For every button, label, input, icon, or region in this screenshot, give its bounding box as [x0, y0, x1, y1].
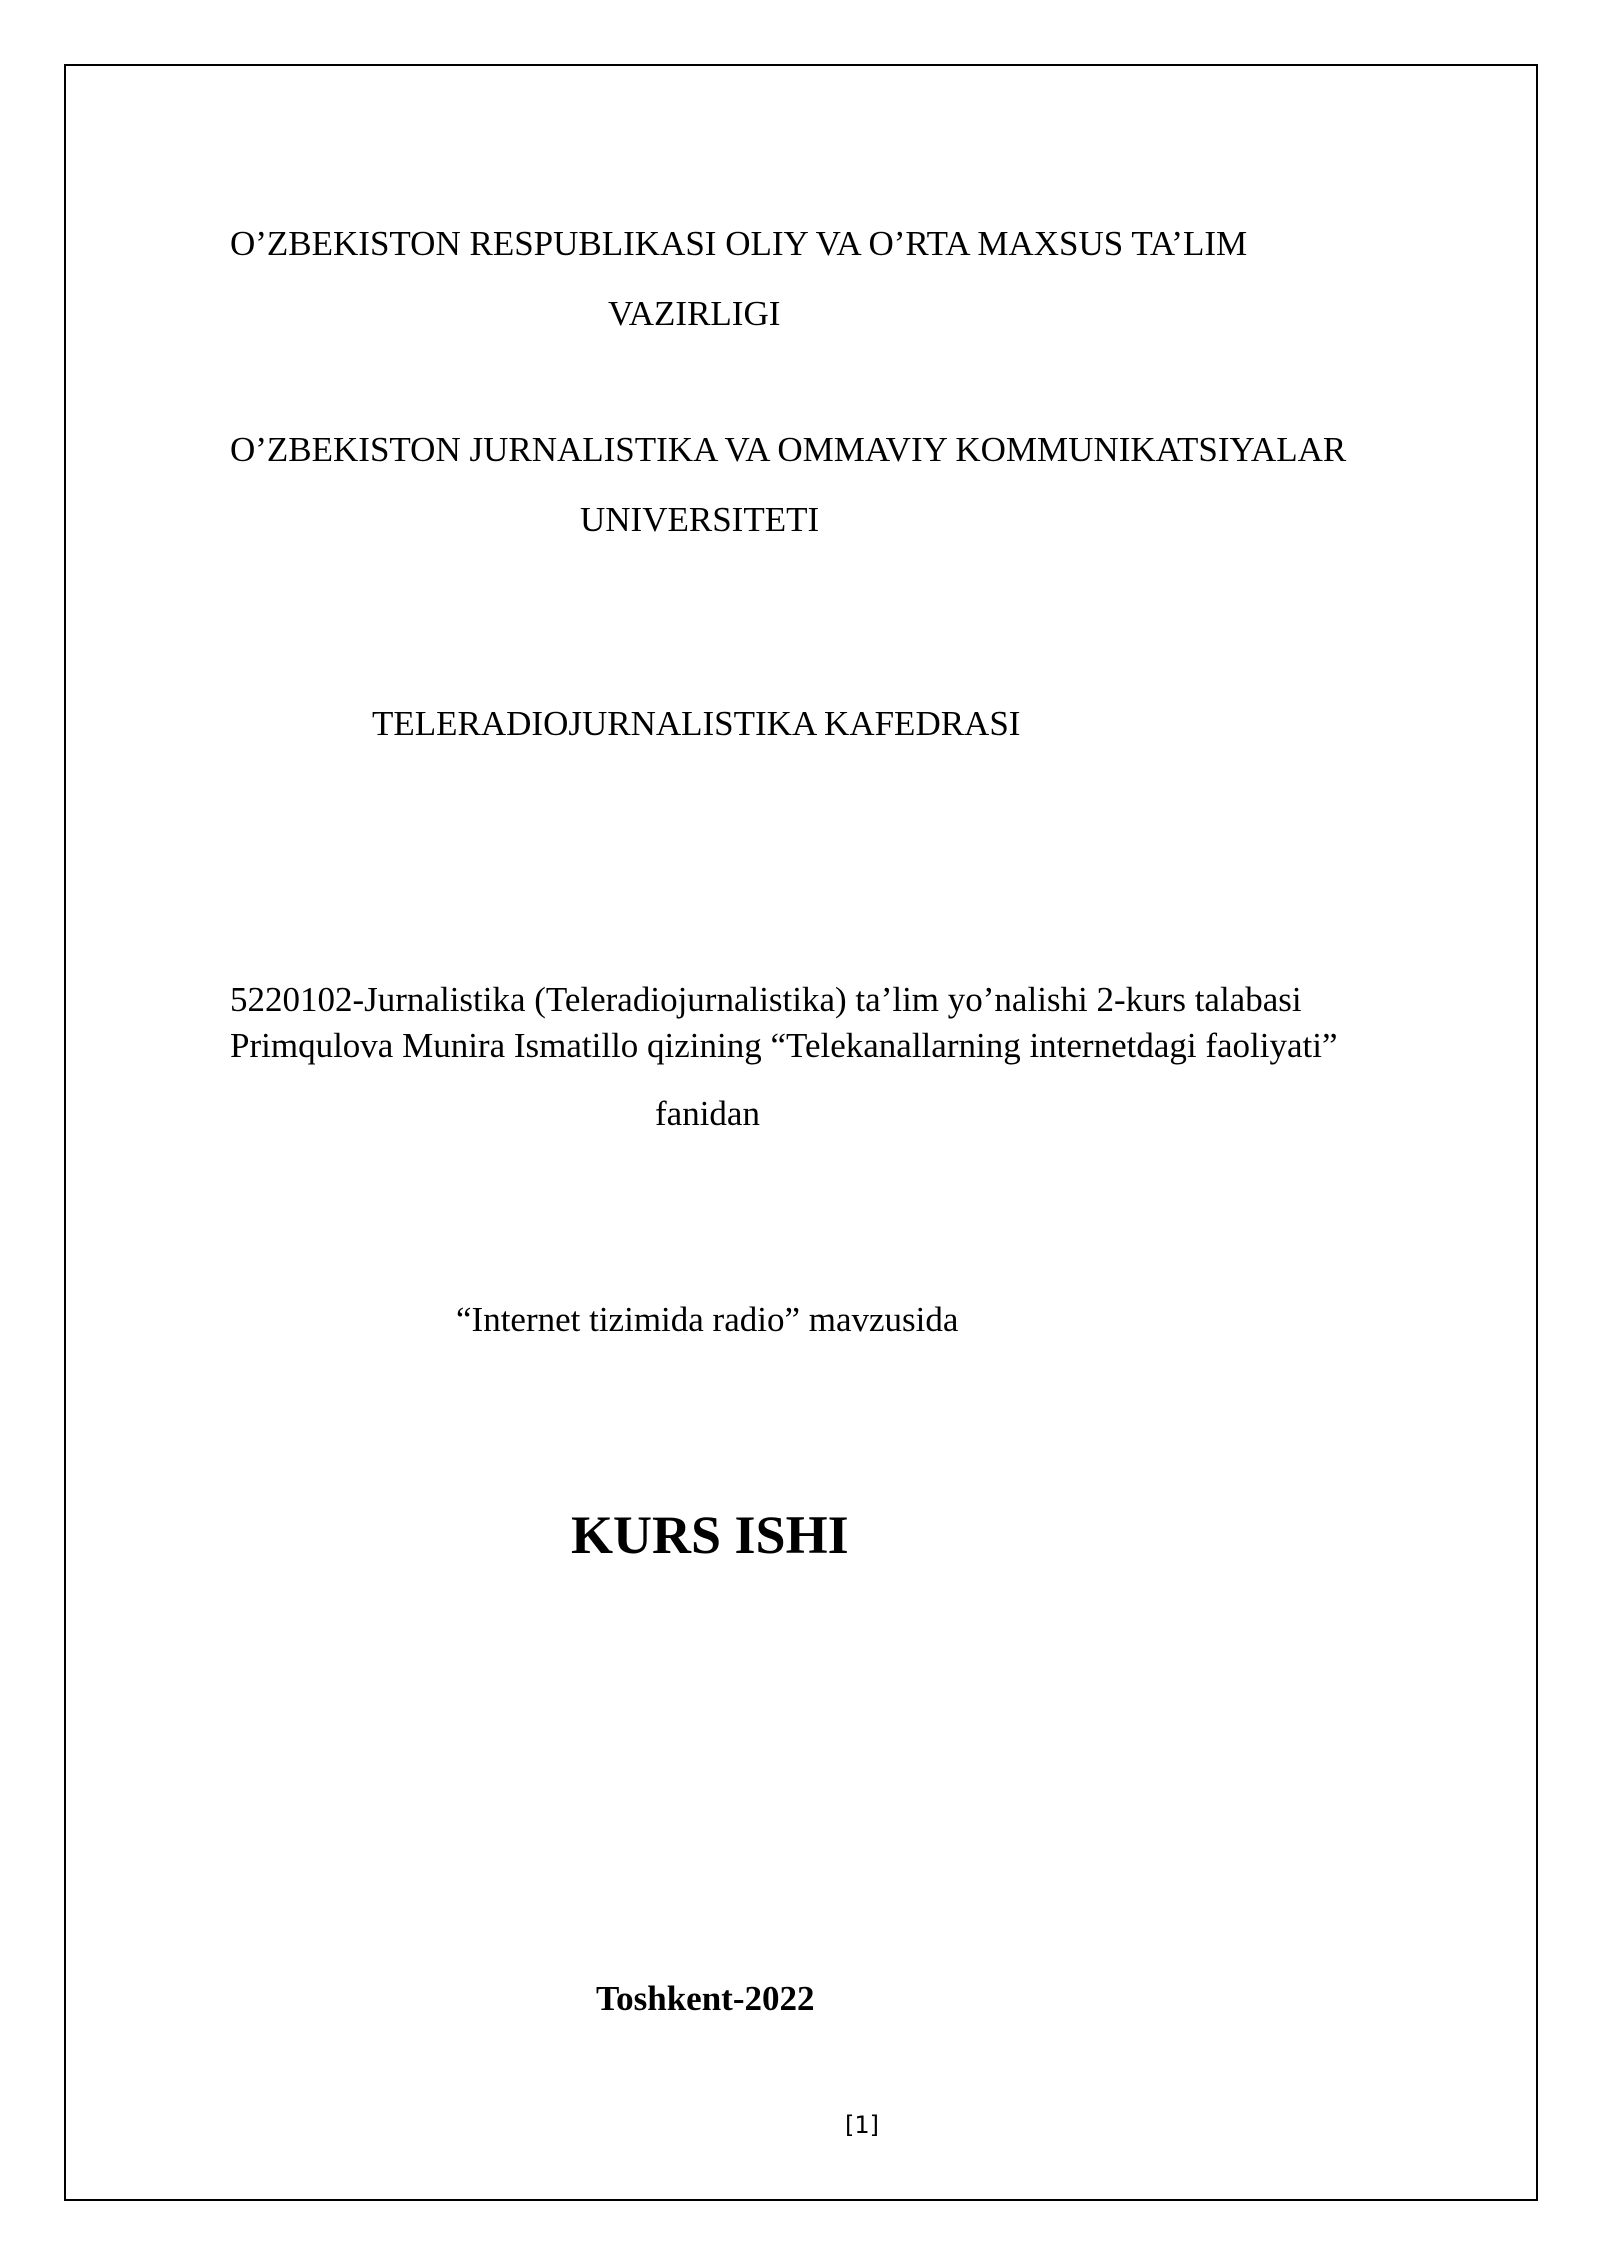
work-title: KURS ISHI [571, 1505, 849, 1565]
ministry-line-1: O’ZBEKISTON RESPUBLIKASI OLIY VA O’RTA MAXSUS TA’LIM [230, 224, 1248, 263]
student-info-line-1: 5220102-Jurnalistika (Teleradiojurnalistika) ta’lim yo’nalishi 2-kurs talabasi [230, 980, 1302, 1019]
university-line-2: UNIVERSITETI [580, 500, 820, 539]
page-border [64, 64, 1538, 2201]
ministry-line-2: VAZIRLIGI [608, 294, 781, 333]
university-line-1: O’ZBEKISTON JURNALISTIKA VA OMMAVIY KOMMUNIKATSIYALAR [230, 430, 1347, 469]
city-year: Toshkent-2022 [596, 1979, 815, 2018]
topic-line: “Internet tizimida radio” mavzusida [456, 1300, 959, 1339]
student-info-line-3: fanidan [655, 1094, 760, 1133]
department-name: TELERADIOJURNALISTIKA KAFEDRASI [372, 704, 1021, 743]
student-info-line-2: Primqulova Munira Ismatillo qizining “Telekanallarning internetdagi faoliyati” [230, 1026, 1338, 1065]
page-number: [1] [845, 2111, 879, 2139]
